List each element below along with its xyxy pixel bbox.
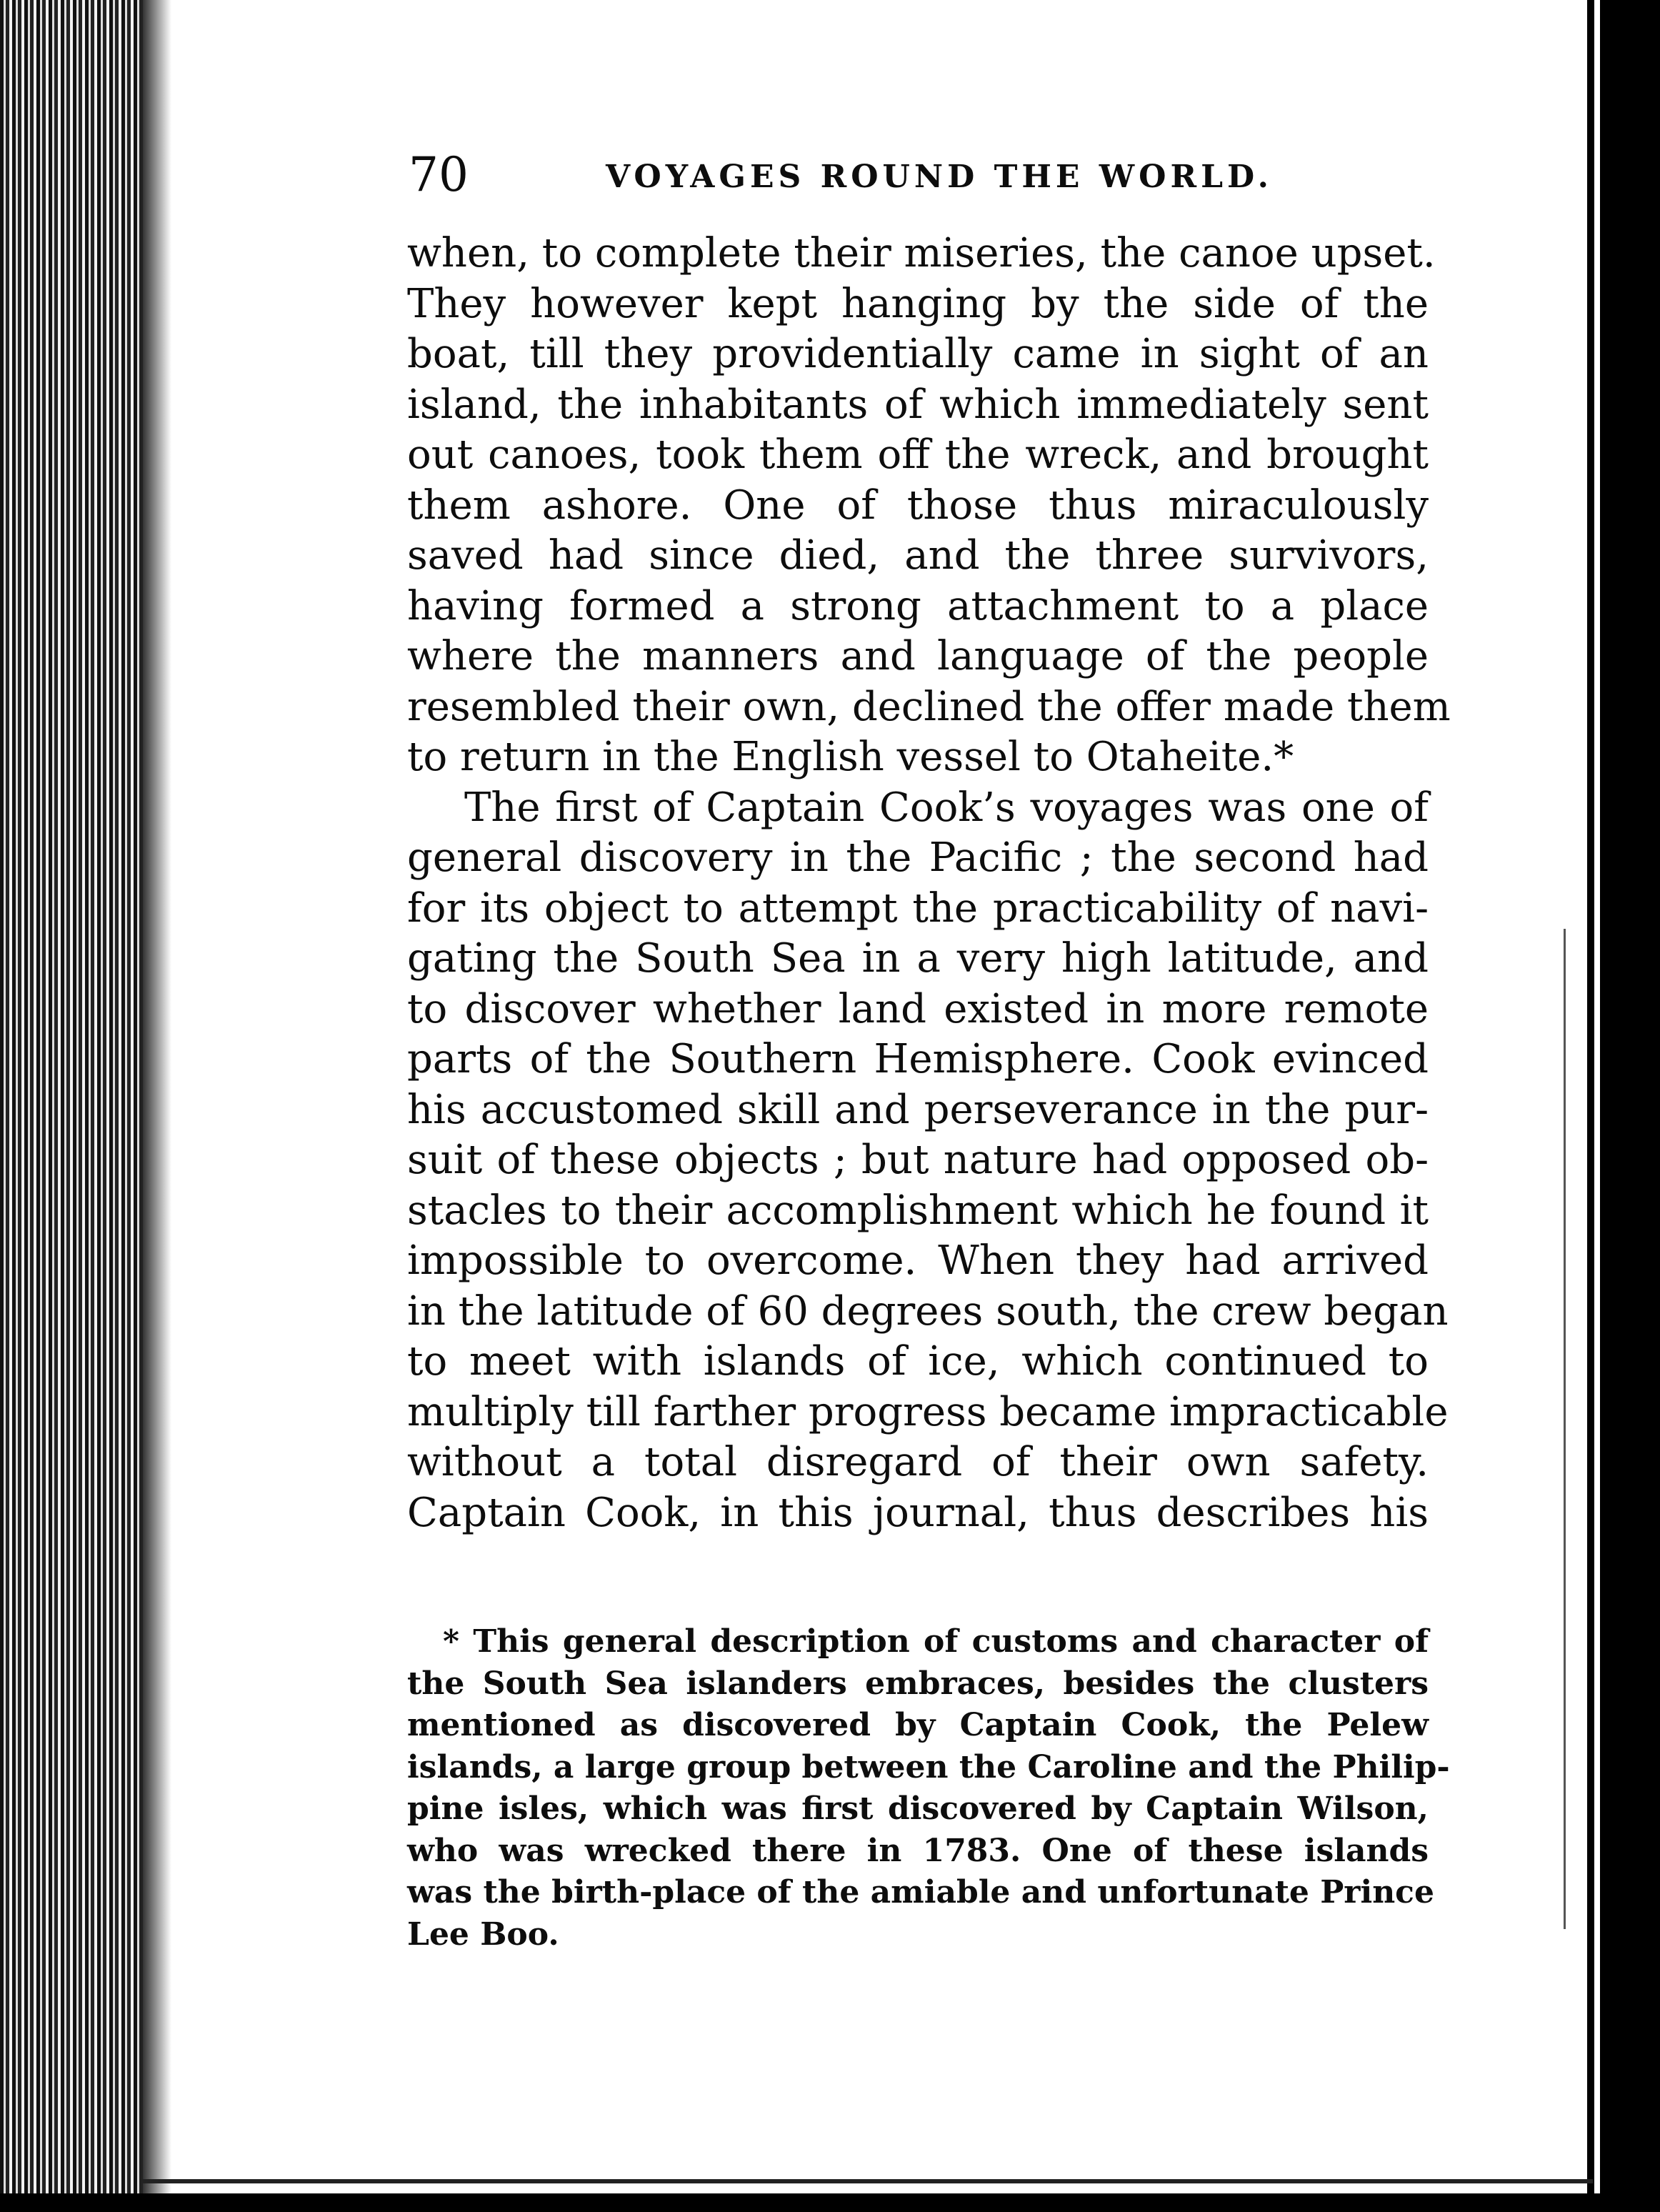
body-line: island, the inhabitants of which immediately sent — [407, 381, 1429, 428]
body-line: out canoes, took them off the wreck, and brought — [407, 432, 1429, 478]
body-line: multiply till farther progress became impracticable — [407, 1388, 1449, 1435]
body-line: saved had since died, and the three survivors, — [407, 532, 1429, 579]
body-line: suit of these objects ; but nature had opposed ob- — [407, 1137, 1429, 1183]
body-line: to discover whether land existed in more remote — [407, 985, 1429, 1032]
body-line: in the latitude of 60 degrees south, the crew began — [407, 1287, 1449, 1335]
body-line: boat, till they providentially came in sight of an — [407, 331, 1429, 377]
gutter-shadow — [143, 0, 171, 2212]
running-head — [407, 143, 1429, 207]
body-line: having formed a strong attachment to a place — [407, 582, 1429, 629]
body-line: They however kept hanging by the side of the — [407, 280, 1429, 327]
footnote — [407, 1621, 1450, 1956]
footnote-line: pine isles, which was first discovered by Captain Wilson, — [407, 1790, 1429, 1827]
footnote-line: Lee Boo. — [407, 1915, 559, 1953]
page-content — [407, 143, 1451, 1956]
page-number: 70 — [409, 147, 469, 202]
scan-right-inner-line — [1587, 0, 1594, 2212]
footnote-line: * This general description of customs and character of — [443, 1623, 1429, 1660]
body-line: parts of the Southern Hemisphere. Cook evinced — [407, 1036, 1429, 1082]
body-line: without a total disregard of their own safety. — [407, 1439, 1429, 1485]
footnote-line: was the birth-place of the amiable and unfortunate Prince — [407, 1874, 1434, 1910]
body-line: to return in the English vessel to Otaheite.* — [407, 734, 1294, 780]
body-line: resembled their own, declined the offer made them — [407, 683, 1451, 730]
body-line: when, to complete their miseries, the canoe upset. — [407, 230, 1436, 276]
scan-right-thin-line — [1564, 929, 1566, 1929]
footnote-line: the South Sea islanders embraces, besides the clusters — [407, 1665, 1429, 1702]
scan-right-border — [1600, 0, 1660, 2212]
body-line: gating the South Sea in a very high latitude, and — [407, 935, 1429, 982]
body-line: The first of Captain Cook’s voyages was one of — [464, 784, 1429, 831]
body-line: impossible to overcome. When they had arrived — [407, 1237, 1429, 1284]
body-line: his accustomed skill and perseverance in the pur- — [407, 1086, 1429, 1133]
footnote-line: mentioned as discovered by Captain Cook, the Pelew — [407, 1707, 1429, 1743]
body-line: Captain Cook, in this journal, thus describes his — [407, 1489, 1429, 1536]
scan-bottom-border — [0, 2193, 1660, 2212]
body-line: where the manners and language of the people — [407, 633, 1429, 679]
scan-bottom-line — [143, 2179, 1593, 2183]
running-title: VOYAGES ROUND THE WORLD. — [606, 159, 1273, 195]
footnote-line: islands, a large group between the Caroline and the Philip- — [407, 1748, 1450, 1785]
body-line: general discovery in the Pacific ; the second had — [407, 835, 1429, 881]
footnote-line: who was wrecked there in 1783. One of these islands — [407, 1832, 1429, 1869]
body-line: for its object to attempt the practicability of navi- — [407, 885, 1429, 932]
body-line: stacles to their accomplishment which he found it — [407, 1187, 1429, 1234]
body-line: to meet with islands of ice, which continued to — [407, 1338, 1429, 1385]
body-line: them ashore. One of those thus miraculously — [407, 482, 1429, 529]
body-text — [407, 229, 1451, 1538]
